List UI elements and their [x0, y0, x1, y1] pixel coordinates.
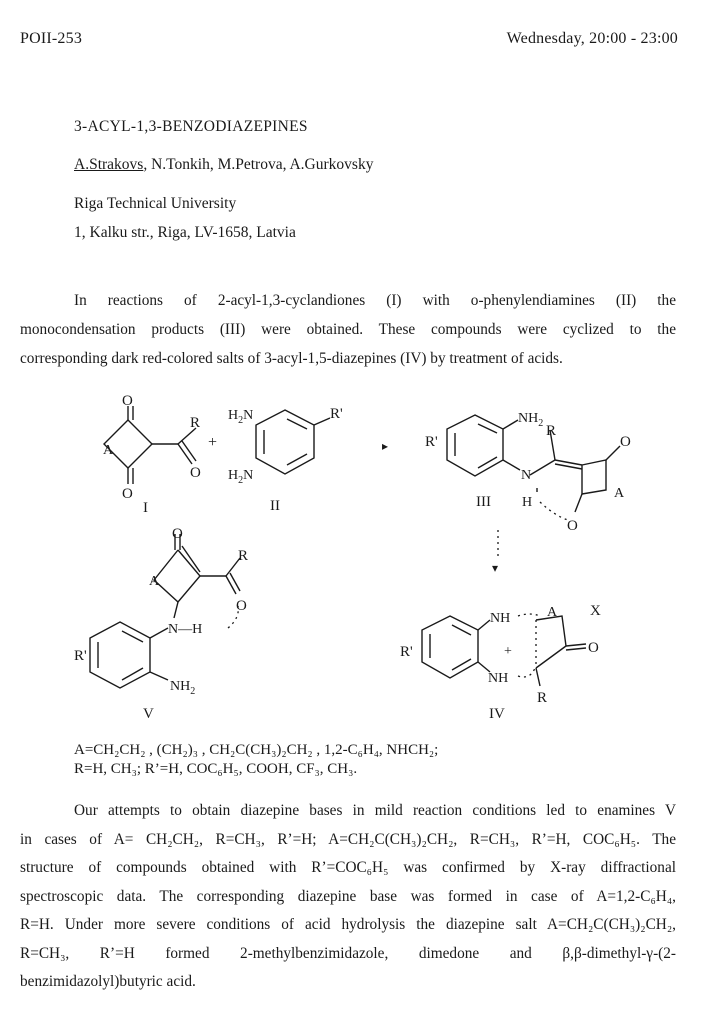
R-prime-label: R' [425, 434, 438, 450]
oxygen-label: O [122, 486, 133, 502]
amine-label: $NH_2$ [518, 411, 544, 429]
R-label: R [190, 415, 201, 431]
intro-line: corresponding dark red-colored salts of 3-acyl-1,5-diazepines (IV) by treatment of acids. [20, 350, 563, 367]
oxygen-label: O [620, 434, 631, 450]
compound-V-label: V [143, 706, 154, 722]
compound-II-structure [256, 410, 330, 474]
compound-V-structure [90, 534, 240, 688]
R-prime-label: R' [74, 648, 87, 664]
compound-II-label: II [270, 498, 280, 514]
results-line: in cases of A= CH₂CH₂, R=CH₃, R’=H; A=CH₂C(CH₃)₂CH₂, R=CH₃, R’=H, COC₆H₅. The [20, 830, 676, 848]
oxygen-label: O [588, 640, 599, 656]
amine-label: $H_2N$ [228, 408, 254, 426]
oxygen-label: O [236, 598, 247, 614]
co-authors: , N.Tonkih, M.Petrova, A.Gurkovsky [143, 156, 374, 173]
amine-hydrogen-bond: N—H [168, 622, 203, 637]
transformation-arrow-head: ▾ [492, 561, 499, 575]
session-time: Wednesday, 20:00 - 23:00 [506, 30, 678, 47]
results-line: structure of compounds obtained with R’=COC₆H₅ was confirmed by X-ray diffractional [20, 859, 676, 876]
compound-IV-label: IV [489, 706, 505, 722]
compound-III-structure [447, 415, 620, 520]
oxygen-label: O [190, 465, 201, 481]
nitrogen-label: N [521, 468, 532, 483]
intro-paragraph [20, 286, 676, 373]
results-line: benzimidazolyl)butyric acid. [20, 973, 196, 990]
amine-label: $H_2N$ [228, 468, 254, 486]
ring-A-label: A [149, 574, 160, 589]
results-line: spectroscopic data. The corresponding diazepine base was formed in case of A=1,2-C₆H₄, [20, 887, 676, 905]
intro-line: monocondensation products (III) were obtained. These compounds were cyclized to the [20, 321, 676, 338]
counterion-X-label: X [590, 603, 601, 619]
amine-label: $NH_2$ [170, 679, 196, 697]
definition-line: R=H, CH₃; R’=H, COC₆H₅, COOH, CF₃, CH₃. [74, 761, 358, 777]
R-label: R [546, 423, 557, 439]
ring-A-label: A [614, 486, 625, 501]
substituent-definitions [74, 741, 438, 779]
ring-A-label: A [103, 443, 114, 458]
intro-line: In reactions of 2-acyl-1,3-cyclandiones (I) with o-phenylendiamines (II) the [74, 292, 676, 309]
reaction-scheme [0, 380, 704, 725]
compound-I-label: I [143, 500, 148, 516]
R-prime-label: R' [330, 406, 343, 422]
oxygen-label: O [172, 526, 183, 542]
compound-III-label: III [476, 494, 491, 510]
results-line: R=H. Under more severe conditions of acid hydrolysis the diazepine salt A=CH₂C(CH₃)₂CH₂, [20, 916, 676, 933]
results-line: R=CH₃, R’=H formed 2-methylbenzimidazole, dimedone and β,β-dimethyl-γ-(2- [20, 944, 676, 962]
cation-plus: + [504, 644, 512, 659]
ring-A-label: A [547, 605, 558, 620]
definition-line: A=CH₂CH₂ , (CH₂)₃ , CH₂C(CH₃)₂CH₂ , 1,2-C₆H₄, NHCH₂; [74, 742, 439, 758]
results-paragraph [20, 797, 676, 997]
plus-sign: + [208, 434, 218, 451]
NH-label: NH [488, 671, 509, 686]
results-line: Our attempts to obtain diazepine bases in mild reaction conditions led to enamines V [74, 802, 676, 819]
hydrogen-label: H [522, 495, 533, 510]
session-code: POII-253 [20, 30, 83, 47]
R-prime-label: R' [400, 644, 413, 660]
R-label: R [238, 548, 249, 564]
paper-title: 3-ACYL-1,3-BENZODIAZEPINES [74, 118, 308, 135]
institution: Riga Technical University [74, 195, 237, 212]
reaction-arrow: ▸ [382, 439, 389, 453]
author-list [74, 156, 373, 174]
NH-label: NH [490, 611, 511, 626]
oxygen-label: O [122, 393, 133, 409]
address: 1, Kalku str., Riga, LV-1658, Latvia [74, 224, 296, 241]
oxygen-label: O [567, 518, 578, 534]
presenting-author: A.Strakovs [74, 156, 144, 173]
R-label: R [537, 690, 548, 706]
compound-I-structure [104, 406, 196, 484]
